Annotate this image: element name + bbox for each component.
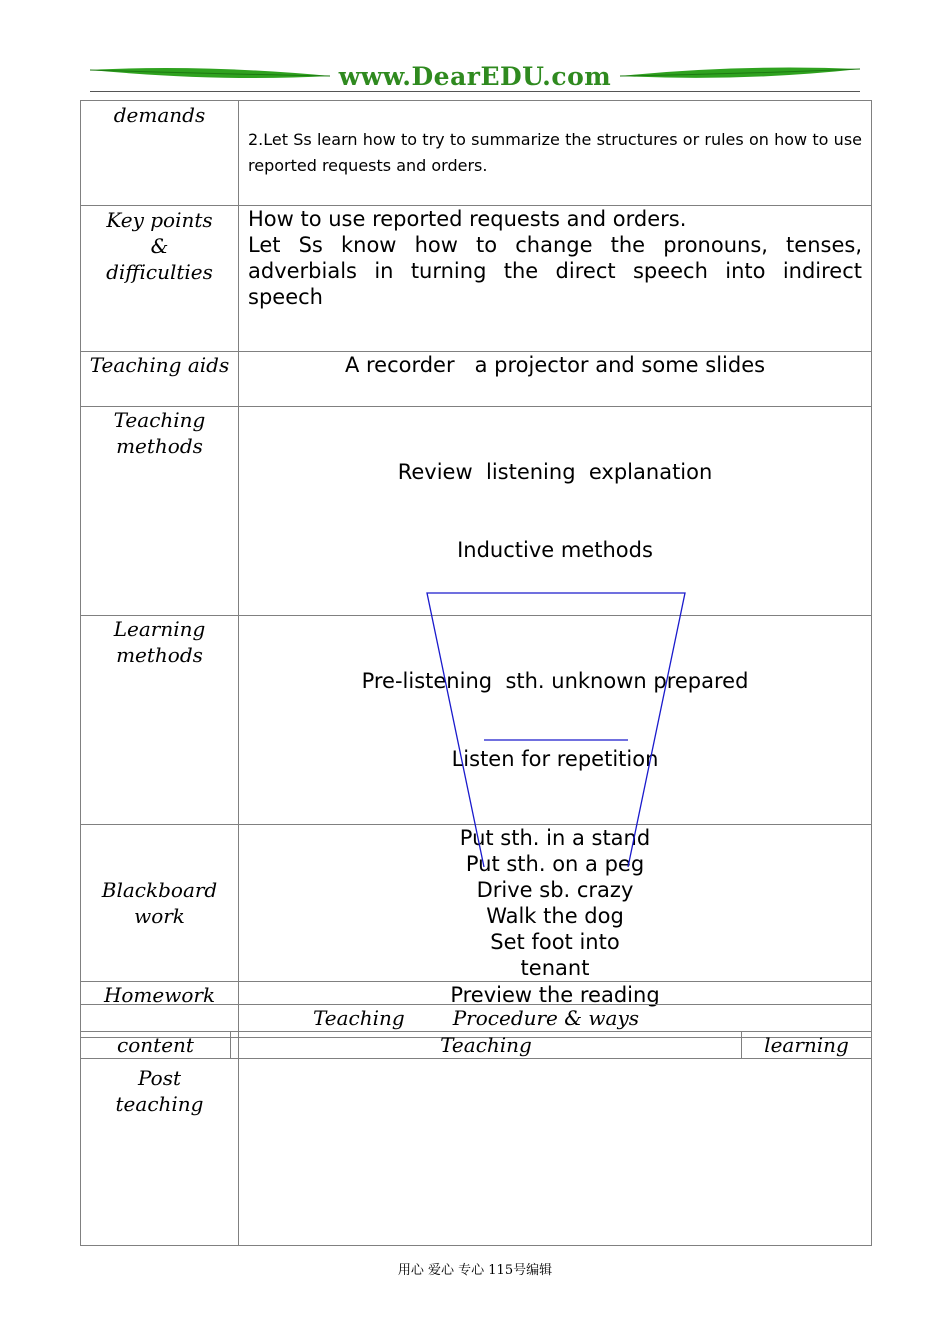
- row-teaching-aids: [81, 352, 872, 407]
- key-point-line-1: How to use reported requests and orders.: [248, 207, 687, 231]
- label-difficulties: difficulties: [106, 260, 213, 284]
- label-teaching: Teaching: [113, 408, 206, 432]
- header-rule: [90, 91, 860, 92]
- procedure-title-teaching: Teaching: [313, 1006, 405, 1030]
- row-key-points: [81, 206, 872, 352]
- learning-method-line-1: Pre-listening sth. unknown prepared: [361, 669, 749, 693]
- header-banner: [80, 58, 870, 98]
- blackboard-line-4: Walk the dog: [486, 904, 624, 928]
- row-learning-methods: [81, 616, 872, 825]
- procedure-table: [80, 1004, 872, 1059]
- column-learning: learning: [742, 1032, 872, 1059]
- label-work: work: [134, 904, 185, 928]
- page-footer: 用心 爱心 专心 115号编辑: [397, 1263, 553, 1278]
- teaching-method-line-2: Inductive methods: [457, 538, 653, 562]
- site-logo[interactable]: www.DearEDU.com: [338, 62, 612, 91]
- teaching-method-line-1: Review listening explanation: [397, 460, 713, 484]
- procedure-title-ways: Procedure & ways: [452, 1006, 640, 1030]
- label-homework: Homework: [103, 983, 216, 1007]
- blackboard-line-1: Put sth. in a stand: [459, 826, 651, 850]
- label-ampersand: &: [150, 234, 169, 258]
- teaching-aids-text: A recorder a projector and some slides: [344, 353, 766, 377]
- procedure-header-row: [81, 1032, 872, 1059]
- label-key-points: Key points: [106, 208, 213, 232]
- label-teaching-aids: Teaching aids: [89, 353, 230, 377]
- post-teaching-content: [239, 1038, 872, 1246]
- label-learning: Learning: [113, 617, 206, 641]
- column-content: content: [81, 1032, 231, 1059]
- blackboard-line-3: Drive sb. crazy: [476, 878, 634, 902]
- demands-text: 2.Let Ss learn how to try to summarize the structures or rules on how to use reported requests and orders.: [248, 130, 862, 175]
- label-blackboard: Blackboard: [101, 878, 218, 902]
- row-demands: [81, 101, 872, 206]
- lesson-plan-table: [80, 100, 872, 1246]
- column-teaching: Teaching: [231, 1032, 742, 1059]
- blackboard-line-5: Set foot into: [490, 930, 620, 954]
- row-blackboard-work: [81, 825, 872, 982]
- learning-method-line-2: Listen for repetition: [451, 747, 659, 771]
- row-post-teaching: [81, 1038, 872, 1246]
- key-point-line-2: Let Ss know how to change the pronouns, tenses, adverbials in turning the direct speech into indirect speech: [248, 233, 862, 309]
- row-teaching-methods: [81, 407, 872, 616]
- label-learning-methods: methods: [116, 643, 203, 667]
- label-post: Post: [138, 1066, 181, 1090]
- blackboard-line-2: Put sth. on a peg: [465, 852, 645, 876]
- label-post-teaching: teaching: [115, 1092, 204, 1116]
- procedure-title-row: [81, 1005, 872, 1032]
- blackboard-line-6: tenant: [520, 956, 590, 980]
- label-demands: demands: [113, 103, 206, 127]
- homework-text: Preview the reading: [450, 983, 660, 1007]
- label-methods: methods: [116, 434, 203, 458]
